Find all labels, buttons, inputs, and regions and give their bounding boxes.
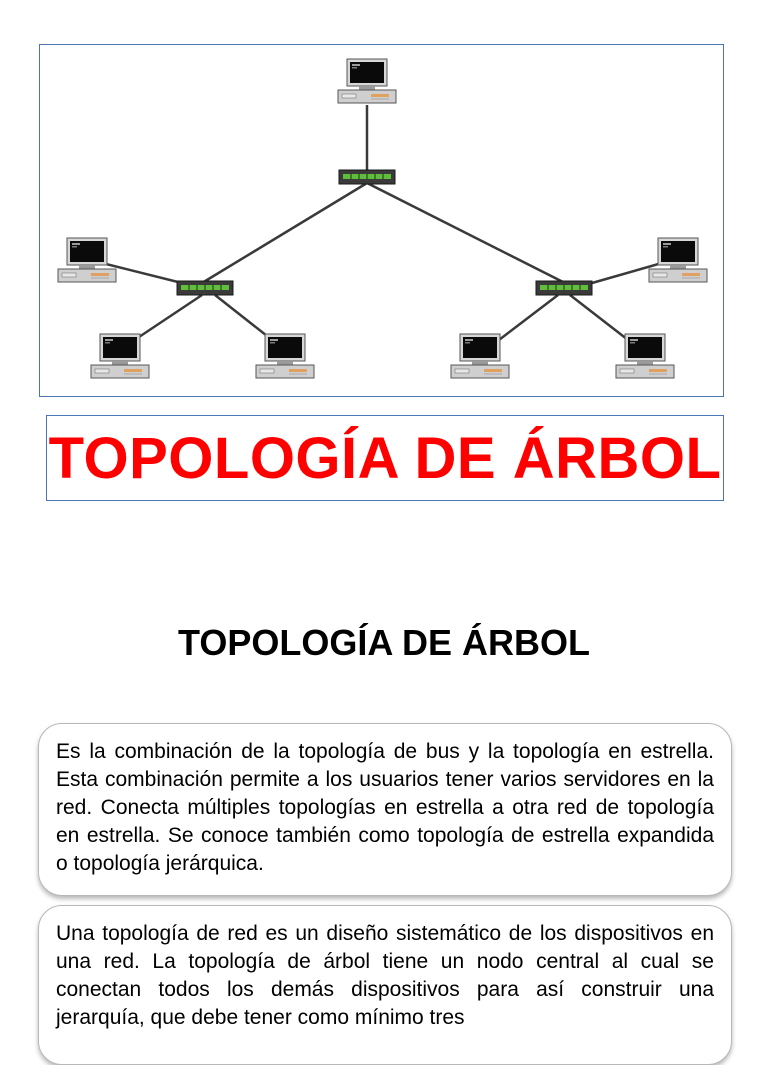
description-text: Una topología de red es un diseño sistemático de los dispositivos en una red. La topología de árbol tiene un nodo central al cual se conectan todos los demás dispositivos para así construir una jerarquía, que debe tener como mínimo tres — [56, 922, 714, 1029]
computer-left-upper-icon — [58, 238, 116, 282]
computer-right-upper-icon — [649, 238, 707, 282]
hub-left-icon — [177, 281, 233, 295]
cable-left-bottom-1 — [130, 295, 202, 343]
section-heading: TOPOLOGÍA DE ÁRBOL — [177, 622, 590, 663]
hub-right-icon — [536, 281, 592, 295]
computer-right-bottom-1-icon — [451, 334, 509, 378]
cable-right-bottom-2 — [570, 295, 632, 343]
definition-card — [38, 723, 732, 896]
cable-right-bottom-1 — [495, 295, 558, 343]
cables — [102, 105, 662, 343]
computer-right-bottom-2-icon — [616, 334, 674, 378]
network-diagram — [39, 44, 724, 397]
cable-center-right — [367, 183, 565, 283]
computer-left-bottom-2-icon — [256, 334, 314, 378]
hub-center-icon — [339, 170, 395, 184]
tree-topology-diagram — [40, 45, 725, 398]
cable-center-left — [202, 183, 367, 283]
computer-root-icon — [338, 59, 396, 103]
title-box — [46, 415, 724, 501]
computer-left-bottom-1-icon — [91, 334, 149, 378]
page-title: TOPOLOGÍA DE ÁRBOL — [48, 425, 722, 491]
definition-text: Es la combinación de la topología de bus y la topología en estrella. Esta combinación permite a los usuarios tener varios servidores en la red. Conecta múltiples topologías en estrella a otra red de topología en estrella. Se conoce también como topología de estrella expandida o topología jerárquica. — [56, 740, 714, 875]
description-card — [38, 905, 732, 1065]
